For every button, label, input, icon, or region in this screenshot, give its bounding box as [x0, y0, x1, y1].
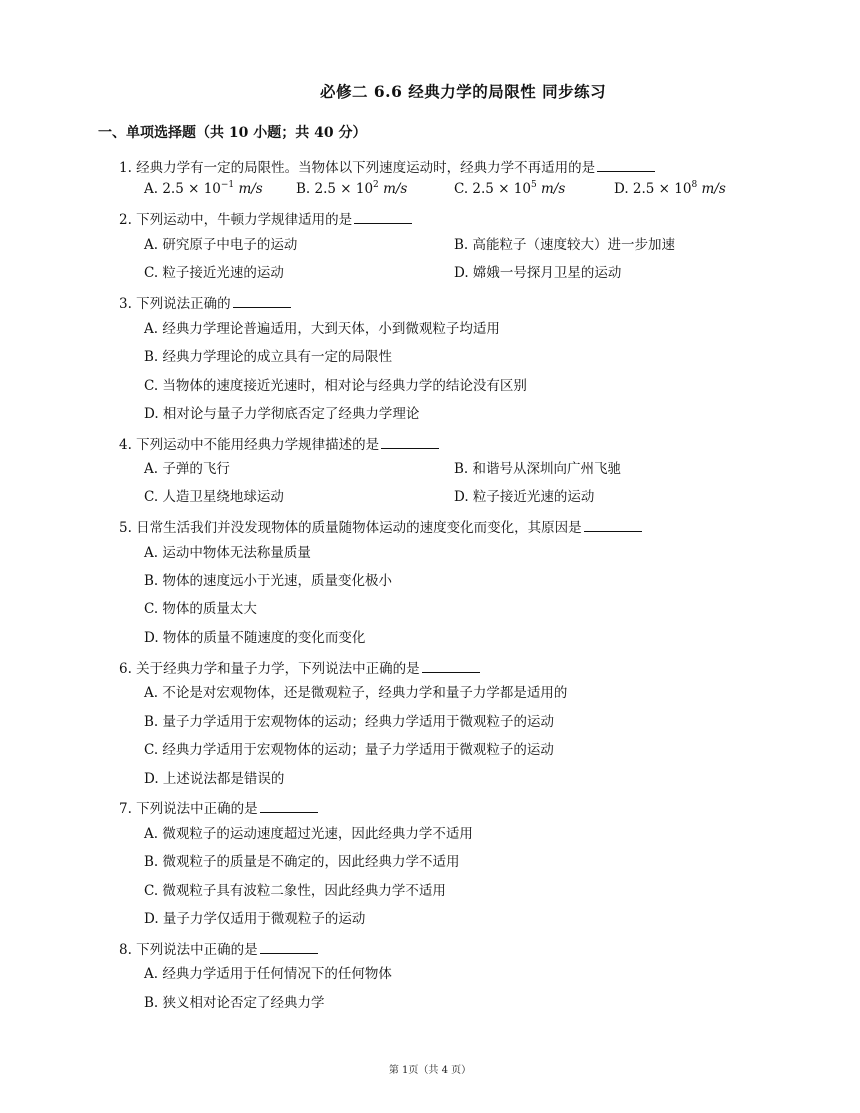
section-heading: 一、单项选择题（共 10 小题；共 40 分）: [98, 125, 367, 141]
q5-option-a: A. 运动中物体无法称量质量: [144, 545, 311, 561]
question-5-text: 5. 日常生活我们并没发现物体的质量随物体运动的速度变化而变化，其原因是: [119, 520, 582, 536]
q5-option-b: B. 物体的速度远小于光速，质量变化极小: [144, 573, 393, 589]
q7-option-b: B. 微观粒子的质量是不确定的，因此经典力学不适用: [144, 854, 460, 870]
q1-option-d: [614, 180, 726, 197]
q2-option-a: A. 研究原子中电子的运动: [144, 237, 298, 253]
question-6-text: 6. 关于经典力学和量子力学，下列说法中正确的是: [119, 661, 420, 677]
q1-b-unit: m/s: [378, 181, 408, 197]
q1-option-b: [296, 180, 407, 197]
q2-option-d: D. 嫦娥一号探月卫星的运动: [454, 265, 622, 281]
q1-c-unit: m/s: [536, 181, 566, 197]
question-6: [119, 657, 480, 677]
q7-option-c: C. 微观粒子具有波粒二象性，因此经典力学不适用: [144, 883, 446, 899]
q1-c-base: C. 2.5 × 10: [454, 181, 531, 197]
question-8: [119, 938, 318, 958]
q6-option-d: D. 上述说法都是错误的: [144, 771, 285, 787]
q1-a-unit: m/s: [234, 181, 263, 197]
answer-blank: [597, 159, 655, 172]
q1-d-base: D. 2.5 × 10: [614, 181, 692, 197]
page-footer: 第 1页（共 4 页）: [388, 1065, 472, 1076]
answer-blank: [260, 800, 318, 813]
question-4-text: 4. 下列运动中不能用经典力学规律描述的是: [119, 437, 380, 453]
q1-d-unit: m/s: [697, 181, 726, 197]
q6-option-b: B. 量子力学适用于宏观物体的运动；经典力学适用于微观粒子的运动: [144, 714, 555, 730]
q6-option-c: C. 经典力学适用于宏观物体的运动；量子力学适用于微观粒子的运动: [144, 742, 554, 758]
question-8-text: 8. 下列说法中正确的是: [119, 942, 258, 958]
question-5: [119, 516, 642, 536]
q3-option-c: C. 当物体的速度接近光速时，相对论与经典力学的结论没有区别: [144, 378, 527, 394]
q4-option-b: B. 和谐号从深圳向广州飞驰: [454, 461, 622, 477]
q2-option-b: B. 高能粒子（速度较大）进一步加速: [454, 237, 676, 253]
q8-option-b: B. 狭义相对论否定了经典力学: [144, 995, 325, 1011]
q1-a-exponent: −1: [220, 180, 235, 190]
q1-c-exponent: 5: [530, 180, 537, 190]
answer-blank: [260, 941, 318, 954]
answer-blank: [422, 660, 480, 673]
q4-option-d: D. 粒子接近光速的运动: [454, 489, 595, 505]
question-2: [119, 208, 412, 228]
q4-option-a: A. 子弹的飞行: [144, 461, 230, 477]
q5-option-d: D. 物体的质量不随速度的变化而变化: [144, 630, 366, 646]
page-title: 必修二 6.6 经典力学的局限性 同步练习: [320, 82, 607, 101]
q3-option-a: A. 经典力学理论普遍适用，大到天体，小到微观粒子均适用: [144, 321, 500, 337]
q1-b-exponent: 2: [373, 180, 379, 190]
q3-option-b: B. 经典力学理论的成立具有一定的局限性: [144, 349, 393, 365]
q1-d-exponent: 8: [691, 180, 698, 190]
answer-blank: [354, 211, 412, 224]
q2-option-c: C. 粒子接近光速的运动: [144, 265, 284, 281]
q3-option-d: D. 相对论与量子力学彻底否定了经典力学理论: [144, 406, 420, 422]
q4-option-c: C. 人造卫星绕地球运动: [144, 489, 284, 505]
q1-a-base: A. 2.5 × 10: [144, 181, 221, 197]
question-3-text: 3. 下列说法正确的: [119, 296, 231, 312]
q1-b-base: B. 2.5 × 10: [296, 181, 374, 197]
answer-blank: [584, 519, 642, 532]
question-1-text: 1. 经典力学有一定的局限性。当物体以下列速度运动时，经典力学不再适用的是: [119, 160, 596, 176]
q8-option-a: A. 经典力学适用于任何情况下的任何物体: [144, 966, 392, 982]
q1-option-a: [144, 180, 263, 197]
q1-option-c: [454, 180, 565, 197]
question-1: [119, 156, 655, 176]
q5-option-c: C. 物体的质量太大: [144, 601, 257, 617]
question-4: [119, 433, 439, 453]
q7-option-a: A. 微观粒子的运动速度超过光速，因此经典力学不适用: [144, 826, 473, 842]
question-7: [119, 797, 318, 817]
answer-blank: [233, 295, 291, 308]
question-3: [119, 292, 291, 312]
q7-option-d: D. 量子力学仅适用于微观粒子的运动: [144, 911, 366, 927]
answer-blank: [381, 436, 439, 449]
question-2-text: 2. 下列运动中，牛顿力学规律适用的是: [119, 212, 353, 228]
question-7-text: 7. 下列说法中正确的是: [119, 801, 258, 817]
q6-option-a: A. 不论是对宏观物体，还是微观粒子，经典力学和量子力学都是适用的: [144, 685, 568, 701]
